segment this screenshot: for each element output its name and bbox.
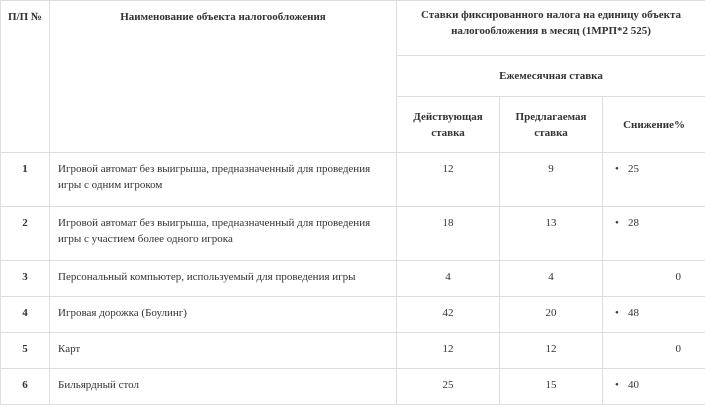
- reduction-value: 48: [628, 307, 639, 319]
- reduction-value: 40: [628, 379, 639, 391]
- header-proposed-rate: Предлагаемая ставка: [500, 97, 603, 153]
- bullet-icon: •: [615, 307, 619, 319]
- row-object-name: Бильярдный стол: [50, 369, 397, 405]
- row-reduction: [603, 207, 705, 261]
- row-proposed-rate: 12: [500, 333, 603, 369]
- reduction-value: 28: [628, 217, 639, 229]
- row-number: 6: [1, 369, 50, 405]
- row-current-rate: 12: [397, 153, 500, 207]
- table-header: [1, 1, 705, 153]
- bullet-icon: •: [615, 163, 619, 175]
- table-body: [1, 153, 705, 405]
- row-reduction: [603, 261, 705, 297]
- table-row: [1, 333, 705, 369]
- bullet-icon: •: [615, 379, 619, 391]
- row-object-name: Карт: [50, 333, 397, 369]
- header-rates: Ставки фиксированного налога на единицу объекта налогообложения в месяц (1МРП*2 525): [397, 1, 705, 56]
- header-reduction: Снижение%: [603, 97, 705, 153]
- row-object-name: Игровой автомат без выигрыша, предназначенный для проведения игры с участием более одного игрока: [50, 207, 397, 261]
- row-current-rate: 18: [397, 207, 500, 261]
- table-row: [1, 207, 705, 261]
- row-number: 5: [1, 333, 50, 369]
- row-number: 2: [1, 207, 50, 261]
- header-monthly-rate: Ежемесячная ставка: [397, 56, 705, 97]
- row-proposed-rate: 20: [500, 297, 603, 333]
- row-reduction: [603, 369, 705, 405]
- reduction-value: 25: [628, 163, 639, 175]
- row-reduction: [603, 153, 705, 207]
- row-current-rate: 25: [397, 369, 500, 405]
- row-object-name: Игровой автомат без выигрыша, предназначенный для проведения игры с одним игроком: [50, 153, 397, 207]
- header-object-name: Наименование объекта налогообложения: [50, 1, 397, 153]
- table-row: [1, 297, 705, 333]
- row-number: 1: [1, 153, 50, 207]
- row-proposed-rate: 4: [500, 261, 603, 297]
- reduction-value: 0: [675, 343, 682, 355]
- row-current-rate: 4: [397, 261, 500, 297]
- row-current-rate: 12: [397, 333, 500, 369]
- row-proposed-rate: 15: [500, 369, 603, 405]
- row-proposed-rate: 9: [500, 153, 603, 207]
- row-number: 4: [1, 297, 50, 333]
- row-proposed-rate: 13: [500, 207, 603, 261]
- row-object-name: Персональный компьютер, используемый для проведения игры: [50, 261, 397, 297]
- table-row: [1, 261, 705, 297]
- table-row: [1, 369, 705, 405]
- header-current-rate: Действующая ставка: [397, 97, 500, 153]
- row-object-name: Игровая дорожка (Боулинг): [50, 297, 397, 333]
- bullet-icon: •: [615, 217, 619, 229]
- table-row: [1, 153, 705, 207]
- reduction-value: 0: [675, 271, 682, 283]
- header-number: П/П №: [1, 1, 50, 153]
- row-current-rate: 42: [397, 297, 500, 333]
- row-reduction: [603, 297, 705, 333]
- row-reduction: [603, 333, 705, 369]
- row-number: 3: [1, 261, 50, 297]
